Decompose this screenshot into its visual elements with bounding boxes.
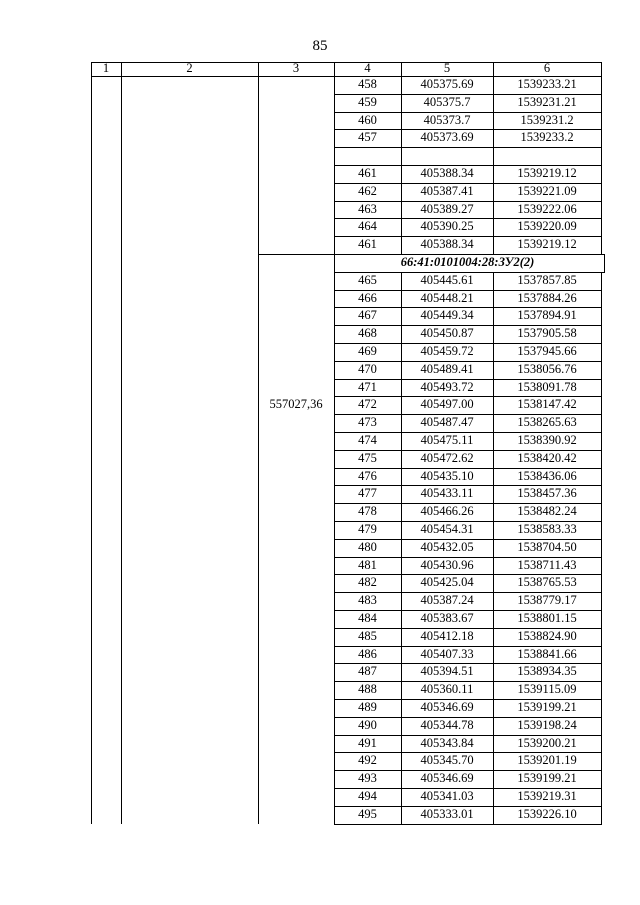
point-number: 481	[358, 557, 377, 572]
coordinate-y: 1539233.21	[517, 77, 577, 91]
point-number: 469	[358, 344, 377, 358]
coordinate-x: 405346.69	[420, 700, 474, 714]
coordinate-x: 405394.51	[420, 664, 474, 679]
coordinate-y: 1538265.63	[517, 415, 577, 430]
point-number: 467	[358, 308, 377, 323]
coordinate-x: 405390.25	[420, 219, 474, 234]
column-border	[91, 62, 92, 824]
coordinate-y: 1539219.12	[517, 237, 577, 252]
point-number: 491	[358, 735, 377, 750]
coordinate-x: 405345.70	[420, 753, 474, 768]
coordinate-y: 1538779.17	[517, 593, 577, 608]
point-number: 492	[358, 753, 377, 768]
coordinate-x: 405466.26	[420, 504, 474, 519]
point-number	[334, 147, 401, 164]
coordinate-x: 405387.41	[420, 183, 474, 198]
coordinate-x: 405389.27	[420, 201, 474, 216]
coordinate-y: 1539199.21	[517, 771, 577, 786]
coordinate-x: 405388.34	[420, 237, 474, 252]
coordinate-y	[493, 147, 601, 164]
point-number: 479	[358, 522, 377, 536]
coordinate-x: 405459.72	[420, 344, 474, 358]
point-number: 462	[358, 183, 377, 198]
point-number: 478	[358, 504, 377, 519]
coordinate-x: 405333.01	[420, 806, 474, 821]
coordinate-y: 1539231.2	[520, 112, 574, 127]
point-number: 468	[358, 326, 377, 341]
point-number: 485	[358, 628, 377, 643]
coordinate-y: 1538711.43	[517, 557, 577, 572]
coordinate-y: 1539198.24	[517, 717, 577, 732]
point-number: 471	[358, 379, 377, 394]
point-number: 489	[358, 700, 377, 714]
column-header: 6	[543, 61, 551, 75]
coordinate-x: 405407.33	[420, 646, 474, 661]
point-number: 458	[358, 77, 377, 91]
coordinate-x: 405475.11	[420, 433, 474, 447]
coordinate-x: 405448.21	[420, 290, 474, 305]
coordinate-x: 405487.47	[420, 415, 474, 430]
coordinate-y: 1538457.36	[517, 486, 577, 501]
point-number: 477	[358, 486, 377, 501]
coordinate-y: 1538482.24	[517, 504, 577, 519]
point-number: 472	[358, 397, 377, 412]
coordinate-y: 1538056.76	[517, 361, 577, 376]
point-number: 464	[358, 219, 377, 234]
coordinate-x: 405373.7	[423, 112, 471, 127]
point-number: 474	[358, 433, 377, 447]
point-number: 460	[358, 112, 377, 127]
coordinate-x: 405493.72	[420, 379, 474, 394]
column-border	[601, 272, 602, 824]
coordinate-y: 1539199.21	[517, 700, 577, 714]
coordinates-table	[91, 62, 604, 828]
column-border	[121, 62, 122, 824]
point-number: 457	[358, 130, 377, 145]
coordinate-x: 405343.84	[420, 735, 474, 750]
coordinate-y: 1539220.09	[517, 219, 577, 234]
group-border	[258, 254, 335, 255]
column-border	[604, 254, 605, 272]
point-number: 483	[358, 593, 377, 608]
coordinate-x: 405450.87	[420, 326, 474, 341]
point-number: 461	[358, 237, 377, 252]
coordinate-x: 405425.04	[420, 575, 474, 590]
point-number: 463	[358, 201, 377, 216]
coordinate-y: 1538934.35	[517, 664, 577, 679]
coordinate-x: 405445.61	[420, 272, 474, 287]
column-header: 4	[364, 61, 371, 75]
coordinate-x: 405449.34	[420, 308, 474, 323]
coordinate-x: 405375.69	[420, 77, 474, 91]
coordinate-y: 1538801.15	[517, 611, 577, 625]
coordinate-y: 1539219.31	[517, 789, 577, 803]
point-number: 487	[358, 664, 377, 679]
coordinate-y: 1539226.10	[517, 806, 577, 821]
coordinate-y: 1539201.19	[517, 753, 577, 768]
point-number: 494	[358, 789, 377, 803]
coordinate-x: 405383.67	[420, 611, 474, 625]
coordinate-x: 405360.11	[420, 682, 474, 697]
coordinate-y: 1538765.53	[517, 575, 577, 590]
coordinate-y: 1539231.21	[517, 94, 577, 109]
coordinate-x: 405387.24	[420, 593, 474, 608]
column-header: 2	[186, 61, 193, 75]
coordinate-y: 1539221.09	[517, 183, 577, 198]
coordinate-y: 1538420.42	[517, 450, 577, 465]
row-border	[334, 824, 602, 825]
coordinate-x	[401, 147, 493, 164]
page-number: 85	[312, 38, 328, 54]
point-number: 484	[358, 611, 377, 625]
coordinate-y: 1538390.92	[517, 433, 577, 447]
coordinate-y: 1539233.2	[520, 130, 574, 145]
coordinate-x: 405497.00	[420, 397, 474, 412]
coordinate-x: 405388.34	[420, 166, 474, 180]
point-number: 493	[358, 771, 377, 786]
coordinate-y: 1538704.50	[517, 539, 577, 554]
coordinate-x: 405433.11	[420, 486, 474, 501]
coordinate-x: 405373.69	[420, 130, 474, 145]
coordinate-x: 405430.96	[420, 557, 474, 572]
coordinate-y: 1537857.85	[517, 272, 577, 287]
point-number: 475	[358, 450, 377, 465]
coordinate-y: 1538436.06	[517, 468, 577, 483]
coordinate-y: 1537884.26	[517, 290, 577, 305]
point-number: 482	[358, 575, 377, 590]
point-number: 490	[358, 717, 377, 732]
point-number: 461	[358, 166, 377, 180]
coordinate-x: 405341.03	[420, 789, 474, 803]
coordinate-y: 1537905.58	[517, 326, 577, 341]
coordinate-x: 405454.31	[420, 522, 474, 536]
coordinate-y: 1539200.21	[517, 735, 577, 750]
coordinate-x: 405346.69	[420, 771, 474, 786]
coordinate-x: 405412.18	[420, 628, 474, 643]
column-header: 1	[102, 61, 110, 75]
column-header: 3	[292, 61, 300, 75]
point-number: 470	[358, 361, 377, 376]
coordinate-y: 1538824.90	[517, 628, 577, 643]
coordinate-x: 405435.10	[420, 468, 474, 483]
coordinate-y: 1539219.12	[517, 166, 577, 180]
column-border	[601, 62, 602, 254]
point-number: 473	[358, 415, 377, 430]
column-border	[258, 62, 259, 824]
point-number: 465	[358, 272, 377, 287]
coordinate-y: 1538583.33	[517, 522, 577, 536]
coordinate-x: 405432.05	[420, 539, 474, 554]
column-header: 5	[443, 61, 451, 75]
point-number: 466	[358, 290, 377, 305]
coordinate-x: 405489.41	[420, 361, 474, 376]
point-number: 480	[358, 539, 377, 554]
point-number: 459	[358, 94, 377, 109]
point-number: 495	[358, 806, 377, 821]
coordinate-x: 405375.7	[423, 94, 471, 109]
coordinate-x: 405344.78	[420, 717, 474, 732]
coordinate-y: 1538147.42	[517, 397, 577, 412]
parcel-title: 66:41:0101004:28:ЗУ2(2)	[400, 255, 535, 269]
point-number: 486	[358, 646, 377, 661]
coordinate-y: 1538841.66	[517, 646, 577, 661]
coordinate-y: 1539115.09	[517, 682, 577, 697]
coordinate-y: 1538091.78	[517, 379, 577, 394]
point-number: 476	[358, 468, 377, 483]
coordinate-y: 1537894.91	[517, 308, 577, 323]
coordinate-x: 405472.62	[420, 450, 474, 465]
point-number: 488	[358, 682, 377, 697]
coordinate-y: 1537945.66	[517, 344, 577, 358]
area-value: 557027,36	[269, 397, 323, 412]
coordinate-y: 1539222.06	[517, 201, 577, 216]
